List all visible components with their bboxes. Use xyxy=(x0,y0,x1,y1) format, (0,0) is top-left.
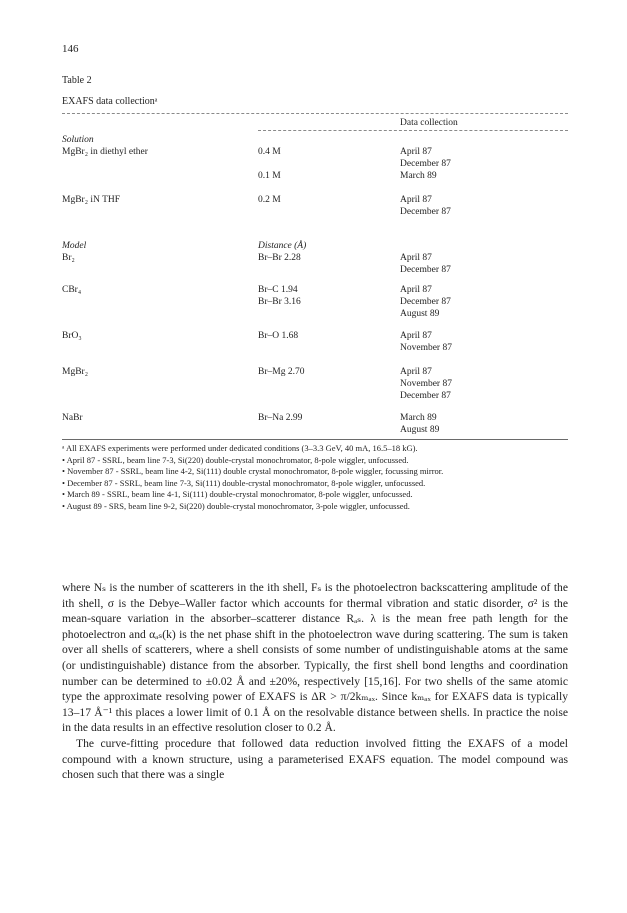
model-name: CBr₄ xyxy=(62,285,82,295)
date: December 87 xyxy=(400,207,451,217)
table-title: EXAFS data collectionᵃ xyxy=(62,96,158,107)
date: November 87 xyxy=(400,379,452,389)
paragraph: where Nₛ is the number of scatterers in the ith shell, Fₛ is the photoelectron backscattering amplitude of the ith shell, σ is the Debye–Waller factor which accounts for thermal vibration and static disorder, σ² is the mean-square variation in the absorber–scatterer distance Rₐₛ. λ is the mean free path length for the photoelectron and αₐₛ(k) is the net phase shift in the photoelectron wave during scattering. The sum is taken over all shells of scatterers, where a shell consists of some number of undistinguishable atoms at the same (or undistinguishable) distance from the absorber. Typically, the first shell bond lengths and coordination number can be determined to ±0.02 Å and ±20%, respectively [15,16]. For two shells of the same atomic type the approximate resolving power of EXAFS is ΔR > π/2kₘₐₓ. Since kₘₐₓ for EXAFS data is typically 13–17 Å⁻¹ this places a lower limit of 0.1 Å on the resolvable distance between shells. In practice the noise in the data results in an effective resolution closer to 0.2 Å. xyxy=(62,581,568,735)
table-number: Table 2 xyxy=(62,75,92,86)
bond-distance: Br–C 1.94 xyxy=(258,285,298,295)
date-list xyxy=(400,284,451,320)
date: December 87 xyxy=(400,159,451,169)
solution-name: MgBr₂ in diethyl ether xyxy=(62,147,148,157)
date: August 89 xyxy=(400,309,440,319)
date: April 87 xyxy=(400,253,432,263)
concentration: 0.2 M xyxy=(258,195,281,205)
model-name: BrO₃ xyxy=(62,331,82,341)
date: April 87 xyxy=(400,367,432,377)
page-number: 146 xyxy=(62,43,79,55)
bond-distance: Br–Na 2.99 xyxy=(258,413,303,423)
date-list xyxy=(400,252,451,276)
concentration: 0.1 M xyxy=(258,171,281,181)
bond-distance: Br–Br 3.16 xyxy=(258,297,301,307)
distance-heading: Distance (Å) xyxy=(258,241,307,251)
solution-name: MgBr₂ iN THF xyxy=(62,195,121,205)
table-top-rule xyxy=(62,113,568,114)
date: December 87 xyxy=(400,391,451,401)
solution-heading: Solution xyxy=(62,135,94,145)
date: December 87 xyxy=(400,297,451,307)
footnote: • August 89 - SRS, beam line 9-2, Si(220) double-crystal monochromator, 3-pole wiggler, unfocussed. xyxy=(62,500,410,511)
date: March 89 xyxy=(400,171,437,181)
model-heading: Model xyxy=(62,241,87,251)
date-list xyxy=(400,366,452,402)
model-name: MgBr₂ xyxy=(62,367,89,377)
table-footnotes xyxy=(62,443,568,512)
col-header-rule xyxy=(258,130,568,131)
footnote: • April 87 - SSRL, beam line 7-3, Si(220) double-crystal monochromator, 8-pole wiggler, unfocussed. xyxy=(62,454,409,465)
footnote: • November 87 - SSRL, beam line 4-2, Si(111) double crystal monochromator, 8-pole wiggler, focussing mirror. xyxy=(62,466,444,476)
bond-distance: Br–Br 2.28 xyxy=(258,253,301,263)
date-list xyxy=(400,146,451,182)
footnote: • December 87 - SSRL, beam line 7-3, Si(111) double-crystal monochromator, 8-pole wiggler, unfocussed. xyxy=(62,477,426,488)
date: April 87 xyxy=(400,331,432,341)
date: April 87 xyxy=(400,195,432,205)
footnote: • March 89 - SSRL, beam line 4-1, Si(111) double-crystal monochromator, 8-pole wiggler, unfocussed. xyxy=(62,489,413,499)
table-bottom-rule xyxy=(62,439,568,440)
date-list xyxy=(400,194,451,218)
model-name: Br₂ xyxy=(62,253,75,263)
paragraph: The curve-fitting procedure that followed data reduction involved fitting the EXAFS of a model compound with a known structure, using a parameterised EXAFS equation. The model compound was chosen such that there was a single xyxy=(62,736,568,782)
date: December 87 xyxy=(400,265,451,275)
body-text xyxy=(62,580,568,783)
date: August 89 xyxy=(400,425,440,435)
date: April 87 xyxy=(400,147,432,157)
bond-distance: Br–O 1.68 xyxy=(258,331,299,341)
date-list xyxy=(400,330,452,354)
col-header-data-collection: Data collection xyxy=(400,118,458,128)
date-list xyxy=(400,412,439,436)
footnote: ᵃ All EXAFS experiments were performed under dedicated conditions (3–3.3 GeV, 40 mA, 16.5–18 kG). xyxy=(62,443,418,453)
concentration: 0.4 M xyxy=(258,147,281,157)
bond-distance: Br–Mg 2.70 xyxy=(258,367,305,377)
date: November 87 xyxy=(400,343,452,353)
date: April 87 xyxy=(400,285,432,295)
model-name: NaBr xyxy=(62,413,83,423)
date: March 89 xyxy=(400,413,437,423)
